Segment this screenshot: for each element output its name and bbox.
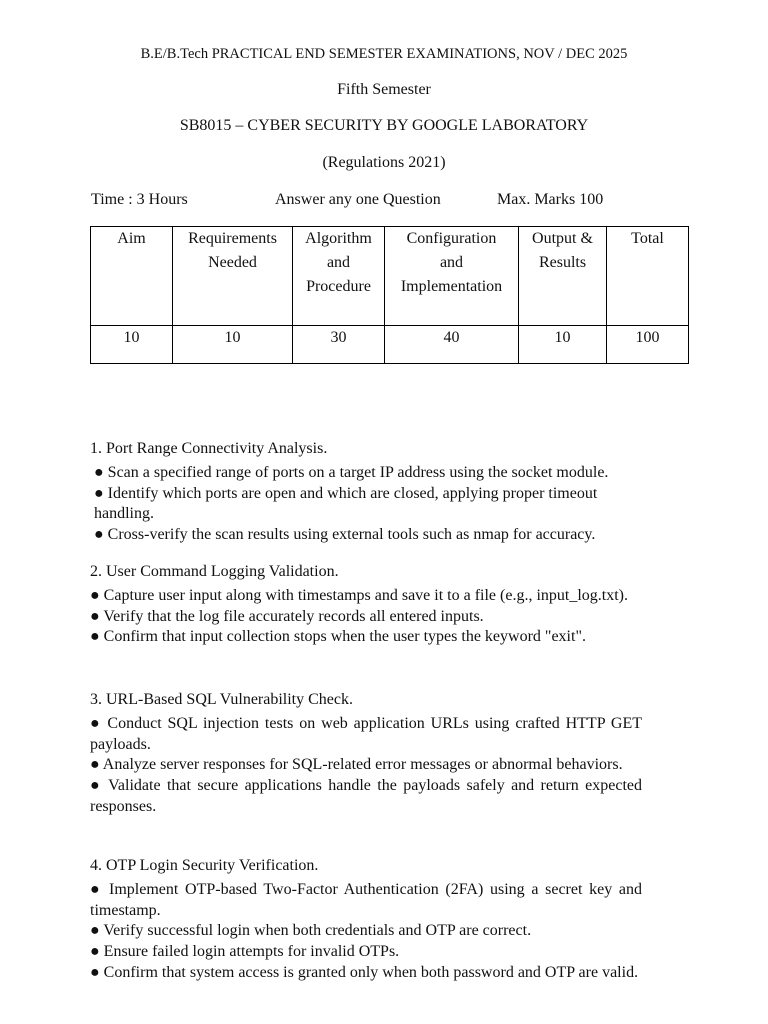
header-line: Total — [631, 230, 664, 247]
question-point: ● Verify that the log file accurately records all entered inputs. — [90, 607, 484, 625]
course-title: SB8015 – CYBER SECURITY BY GOOGLE LABORATORY — [179, 117, 589, 134]
question-point: ● Identify which ports are open and which are closed, applying proper timeout handling. — [94, 484, 598, 523]
header-cell-algorithm — [293, 227, 385, 326]
instruction-label: Answer any one Question — [275, 191, 441, 208]
header-line: and — [326, 254, 351, 271]
header-line: Requirements — [188, 230, 277, 247]
header-line: Output & — [532, 230, 593, 247]
header-line: Aim — [117, 230, 146, 247]
question-point: ● Validate that secure applications handle the payloads safely and return expected responses. — [90, 777, 642, 815]
header-line: Procedure — [306, 278, 371, 295]
question-point: ● Capture user input along with timestamps and save it to a file (e.g., input_log.txt). — [90, 586, 629, 604]
header-cell-total — [607, 227, 689, 326]
question-point: ● Verify successful login when both credentials and OTP are correct. — [90, 922, 532, 940]
header-line: Needed — [208, 254, 257, 271]
marks-table-header-row — [91, 227, 689, 326]
question-point: ● Scan a specified range of ports on a target IP address using the socket module. — [94, 463, 609, 481]
question-point: ● Implement OTP-based Two-Factor Authentication (2FA) using a secret key and timestamp. — [90, 880, 642, 919]
exam-title: B.E/B.Tech PRACTICAL END SEMESTER EXAMINATIONS, NOV / DEC 2025 — [140, 46, 628, 62]
header-cell-configuration — [385, 227, 519, 326]
question-2 — [90, 562, 642, 648]
regulations-label: (Regulations 2021) — [322, 154, 446, 171]
question-title: 2. User Command Logging Validation. — [90, 563, 339, 580]
question-title: 4. OTP Login Security Verification. — [90, 857, 319, 874]
marks-table-values-row — [91, 326, 689, 364]
question-title: 1. Port Range Connectivity Analysis. — [90, 440, 328, 457]
value-cell-aim: 10 — [91, 326, 173, 364]
question-3 — [90, 690, 642, 818]
question-point: ● Analyze server responses for SQL-related error messages or abnormal behaviors. — [90, 756, 623, 774]
header-cell-aim — [91, 227, 173, 326]
question-title: 3. URL-Based SQL Vulnerability Check. — [90, 691, 353, 708]
header-line: and — [439, 254, 464, 271]
header-line: Results — [538, 254, 587, 271]
question-4 — [90, 856, 642, 984]
value-cell-configuration: 40 — [385, 326, 519, 364]
time-label: Time : 3 Hours — [91, 191, 188, 208]
value-cell-output: 10 — [519, 326, 607, 364]
header-cell-output — [519, 227, 607, 326]
question-point: ● Ensure failed login attempts for invalid OTPs. — [90, 943, 400, 961]
marks-table — [90, 226, 689, 364]
semester-label: Fifth Semester — [337, 81, 431, 98]
header-line: Algorithm — [305, 230, 372, 247]
value-cell-requirements: 10 — [173, 326, 293, 364]
header-line: Configuration — [406, 230, 497, 247]
value-cell-algorithm: 30 — [293, 326, 385, 364]
question-1 — [90, 439, 642, 546]
question-point: ● Conduct SQL injection tests on web application URLs using crafted HTTP GET payloads. — [90, 714, 642, 753]
question-point: ● Confirm that system access is granted only when both password and OTP are valid. — [90, 963, 639, 981]
header-cell-requirements — [173, 227, 293, 326]
header-line: Implementation — [400, 278, 503, 295]
question-point: ● Cross-verify the scan results using external tools such as nmap for accuracy. — [94, 526, 596, 544]
max-marks-label: Max. Marks 100 — [497, 191, 604, 208]
question-point: ● Confirm that input collection stops when the user types the keyword "exit". — [90, 628, 586, 646]
value-cell-total: 100 — [607, 326, 689, 364]
